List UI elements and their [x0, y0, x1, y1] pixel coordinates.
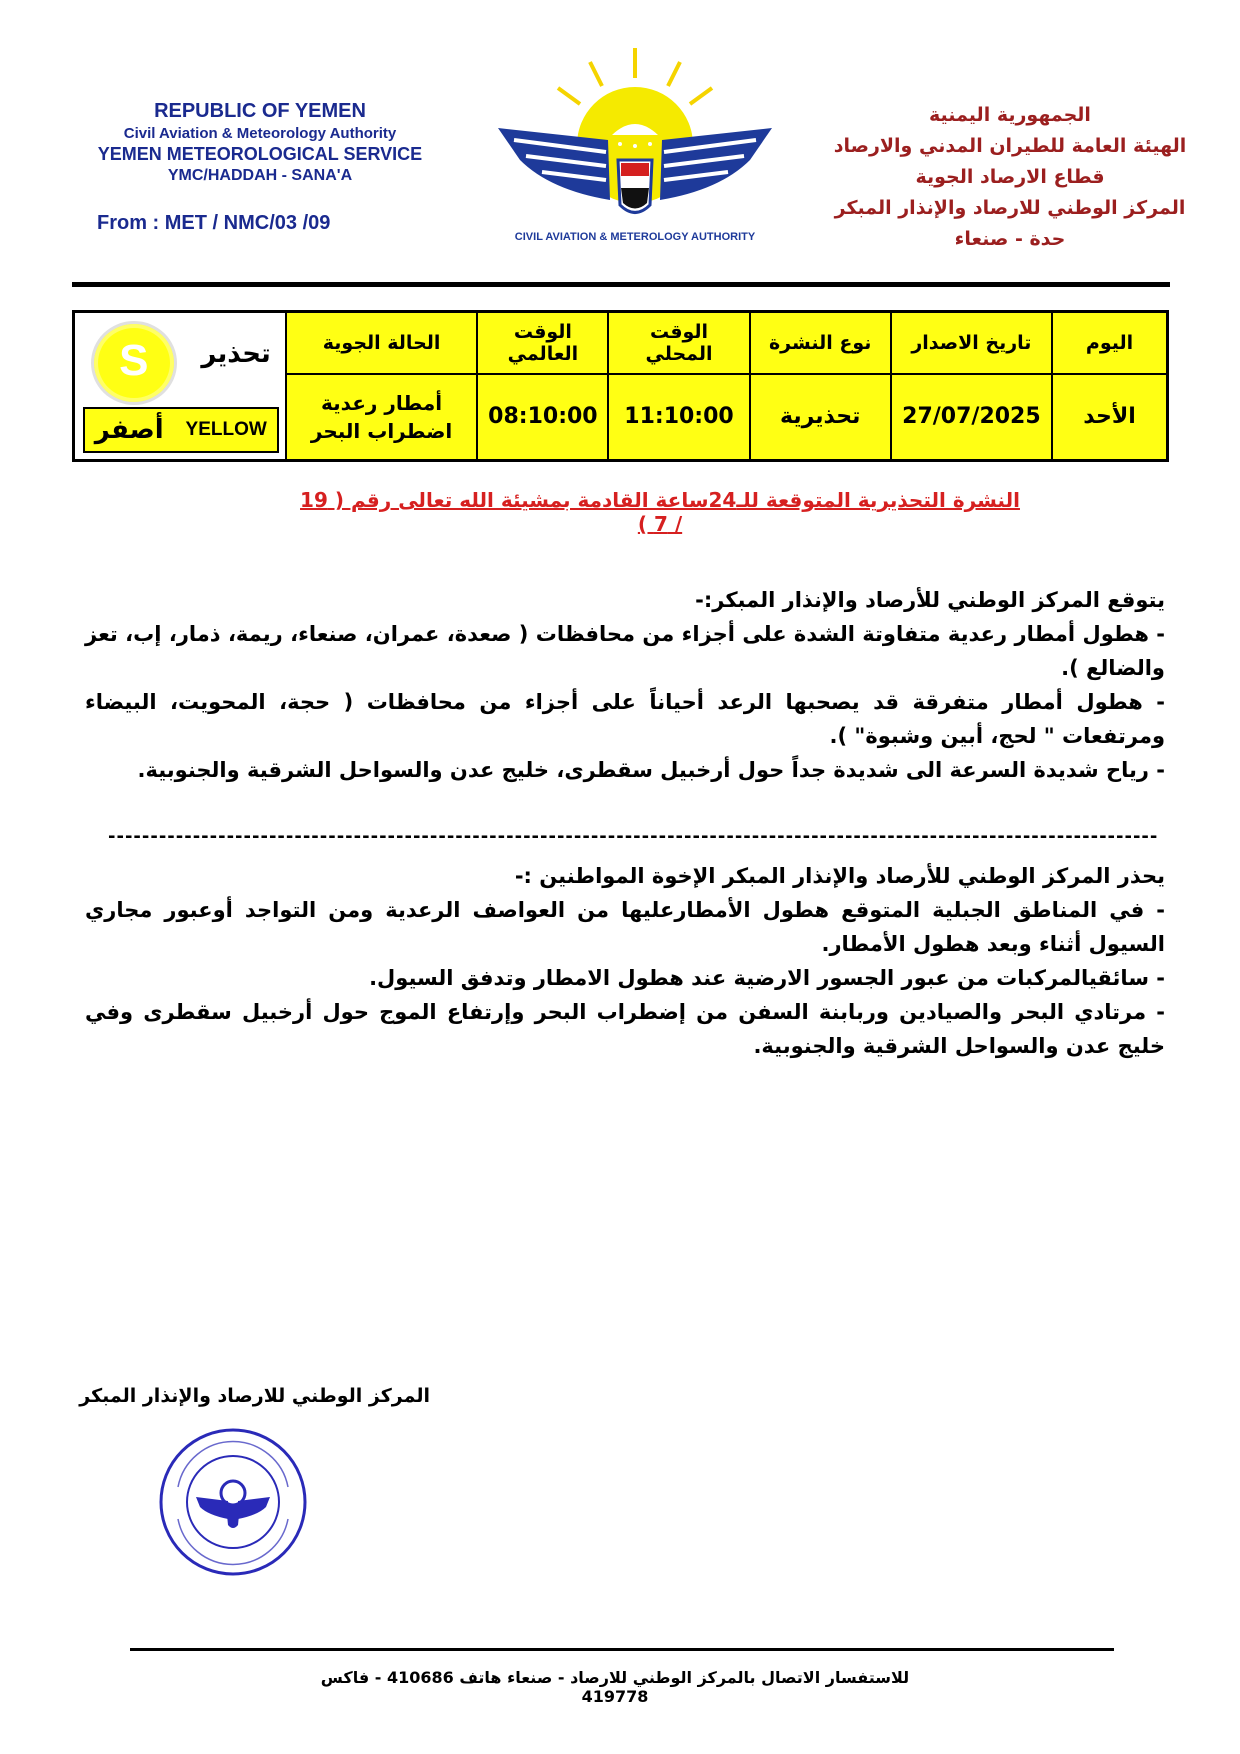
- header-local-time: الوقت المحلي: [608, 312, 749, 374]
- header-day: اليوم: [1052, 312, 1167, 374]
- authority-name: Civil Aviation & Meteorology Authority: [123, 125, 397, 142]
- header-divider: [72, 282, 1170, 287]
- forecast-item: - رياح شديدة السرعة الى شديدة جداً حول أرخبيل سقطرى، خليج عدن والسواحل الشرقية والجنوبية.: [137, 758, 1165, 782]
- footer-contact: للاستفسار الاتصال بالمركز الوطني للارصاد - صنعاء هاتف 410686 - فاكس 419778: [320, 1668, 910, 1706]
- section-separator: ----------------------------------------------------------------------------------------------------------------------------: [108, 826, 1159, 847]
- warnings-section: [85, 859, 1165, 1063]
- value-bulletin-type: تحذيرية: [750, 374, 891, 461]
- value-day: الأحد: [1052, 374, 1167, 461]
- value-local-time: 11:10:00: [608, 374, 749, 461]
- forecast-item: - هطول أمطار متفرقة قد يصحبها الرعد أحياناً على أجزاء من محافظات ( حجة، المحويت، البيضاء ومرتفعات " لحج، أبين وشبوة" ).: [85, 690, 1165, 748]
- footer-divider: [130, 1648, 1114, 1651]
- value-issue-date: 27/07/2025: [891, 374, 1052, 461]
- official-stamp: [158, 1427, 308, 1577]
- signature-text: المركز الوطني للارصاد والإنذار المبكر: [79, 1385, 430, 1407]
- authority-name-ar: الهيئة العامة للطيران المدني والارصاد: [833, 135, 1187, 157]
- location-ar: حدة - صنعاء: [954, 228, 1066, 250]
- from-reference: From : MET / NMC/03 /09: [97, 212, 331, 234]
- country-name-ar: الجمهورية اليمنية: [929, 104, 1091, 126]
- level-arabic: أصفر: [94, 415, 164, 445]
- sector-name-ar: قطاع الارصاد الجوية: [915, 166, 1105, 188]
- warning-label: تحذير: [201, 339, 271, 369]
- warnings-intro: يحذر المركز الوطني للأرصاد والإنذار المبكر الإخوة المواطنين :-: [514, 864, 1165, 888]
- service-name: YEMEN METEOROLOGICAL SERVICE: [97, 144, 423, 164]
- logo-ring-text: CIVIL AVIATION & METEROLOGY AUTHORITY: [514, 231, 756, 243]
- service-location: YMC/HADDAH - SANA'A: [167, 167, 353, 184]
- center-name-ar: المركز الوطني للارصاد والإنذار المبكر: [834, 197, 1186, 219]
- warning-item: - في المناطق الجبلية المتوقع هطول الأمطارعليها من العواصف الرعدية ومن التواجد أوعبور مجاري السيول أثناء وبعد هطول الأمطار.: [85, 898, 1165, 956]
- warning-item: - سائقيالمركبات من عبور الجسور الارضية عند هطول الامطار وتدفق السيول.: [369, 966, 1165, 990]
- header-bulletin-type: نوع النشرة: [750, 312, 891, 374]
- level-english: YELLOW: [185, 419, 267, 440]
- warning-s-icon: S: [91, 321, 177, 405]
- bulletin-title: النشرة التحذيرية المتوقعة للـ24ساعة القادمة بمشيئة الله تعالى رقم ( 19 / 7 ): [300, 488, 1020, 536]
- header-arabic: [820, 100, 1200, 255]
- warning-level-cell: [74, 312, 286, 461]
- info-header-row: [74, 312, 1168, 374]
- warning-item: - مرتادي البحر والصيادين وربابنة السفن من إضطراب البحر وإرتفاع الموج حول أرخبيل سقطرى وفي خليج عدن والسواحل الشرقية والجنوبية.: [85, 1000, 1165, 1058]
- header-utc-time: الوقت العالمي: [477, 312, 608, 374]
- header-issue-date: تاريخ الاصدار: [891, 312, 1052, 374]
- sun-wings-logo: [490, 40, 780, 260]
- forecast-section: [85, 583, 1165, 787]
- country-name: REPUBLIC OF YEMEN: [154, 100, 366, 122]
- stamp-sun-icon: [221, 1481, 245, 1505]
- forecast-intro: يتوقع المركز الوطني للأرصاد والإنذار المبكر:-: [695, 588, 1165, 612]
- bulletin-info-table: [72, 310, 1169, 462]
- value-utc-time: 08:10:00: [477, 374, 608, 461]
- warning-level-bar: [83, 407, 279, 453]
- header-english: [70, 100, 450, 185]
- header-weather-state: الحالة الجوية: [286, 312, 478, 374]
- forecast-item: - هطول أمطار رعدية متفاوتة الشدة على أجزاء من محافظات ( صعدة، عمران، صنعاء، ريمة، ذمار، إب، تعز والضالع ).: [85, 622, 1165, 680]
- value-weather-state: أمطار رعدية اضطراب البحر: [286, 374, 478, 461]
